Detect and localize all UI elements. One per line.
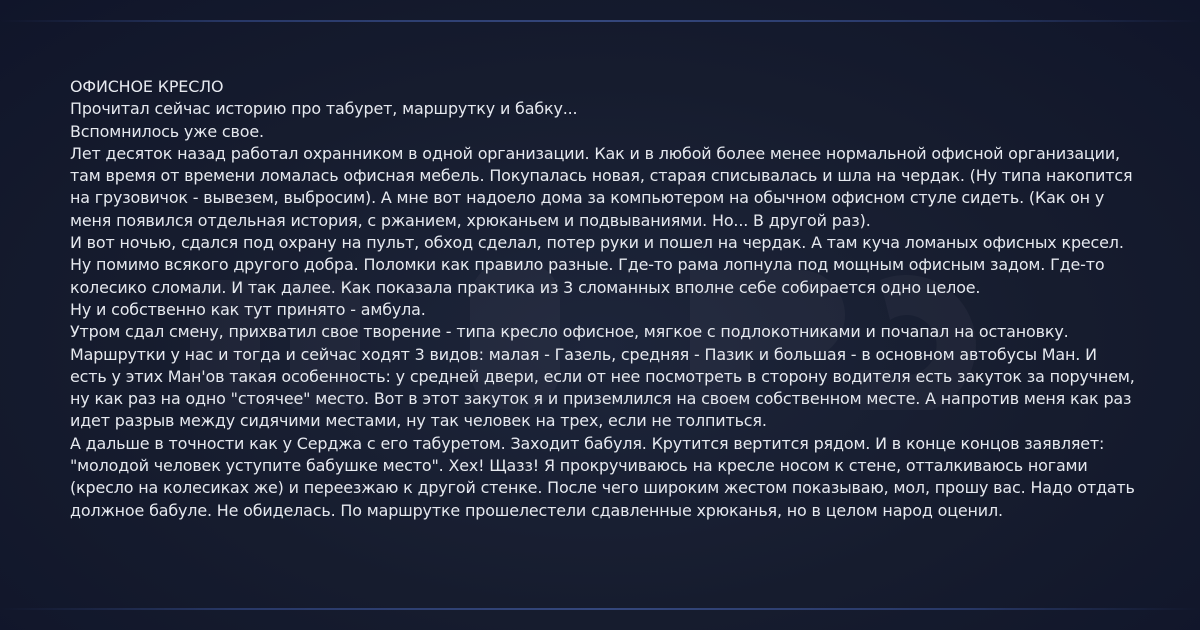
story-line: Маршрутки у нас и тогда и сейчас ходят 3 видов: малая - Газель, средняя - Пазик и большая - в основном автобусы Ман. И [70,344,1097,364]
story-line: идет разрыв между сидячими местами, ну так человек на трех, если не толпиться. [70,411,767,431]
story-line: ну как раз на одно "стоячее" место. Вот в этот закуток я и приземлился на своем собственном месте. А напротив меня как раз [70,389,1132,409]
story-line: Ну помимо всякого другого добра. Поломки как правило разные. Где-то рама лопнула под мощным офисным задом. Где-то [70,255,1105,275]
story-line: меня появился отдельная история, с ржанием, хрюканьем и подвываниями. Но... В другой раз). [70,210,871,230]
story-line: Лет десяток назад работал охранником в одной организации. Как и в любой более менее нормальной офисной организации, [70,143,1120,163]
story-line: И вот ночью, сдался под охрану на пульт, обход сделал, потер руки и пошел на чердак. А там куча ломаных офисных кресел. [70,233,1124,253]
story-line: Вспомнилось уже свое. [70,121,264,141]
story-line: есть у этих Ман'ов такая особенность: у средней двери, если от нее посмотреть в сторону водителя есть закуток за поручнем, [70,366,1135,386]
story-line: А дальше в точности как у Серджа с его табуретом. Заходит бабуля. Крутится вертится рядом. И в конце концов заявляет: [70,433,1105,453]
story-line: Ну и собственно как тут принято - амбула. [70,299,426,319]
story-text [70,76,1140,522]
bottom-divider [0,608,1200,610]
story-line: должное бабуле. Не обиделась. По маршрутке прошелестели сдавленные хрюканья, но в целом народ оценил. [70,500,1003,520]
story-line: на грузовичок - вывезем, выбросим). А мне вот надоело дома за компьютером на обычном офисном стуле сидеть. (Как он у [70,188,1105,208]
story-line: (кресло на колесиках же) и переезжаю к другой стенке. После чего широким жестом показываю, мол, прошу вас. Надо отдать [70,478,1135,498]
story-line: Утром сдал смену, прихватил свое творение - типа кресло офисное, мягкое с подлокотниками и почапал на остановку. [70,322,1069,342]
story-line: там время от времени ломалась офисная мебель. Покупалась новая, старая списывалась и шла на чердак. (Ну типа накопится [70,166,1133,186]
story-line: Прочитал сейчас историю про табурет, маршрутку и бабку... [70,99,578,119]
story-line: "молодой человек уступите бабушке место". Хех! Щазз! Я прокручиваюсь на кресле носом к стене, отталкиваюсь ногами [70,456,1088,476]
story-line: колесико сломали. И так далее. Как показала практика из 3 сломанных вполне себе собирается одно целое. [70,277,981,297]
top-divider [0,20,1200,22]
story-title: ОФИСНОЕ КРЕСЛО [70,77,224,96]
